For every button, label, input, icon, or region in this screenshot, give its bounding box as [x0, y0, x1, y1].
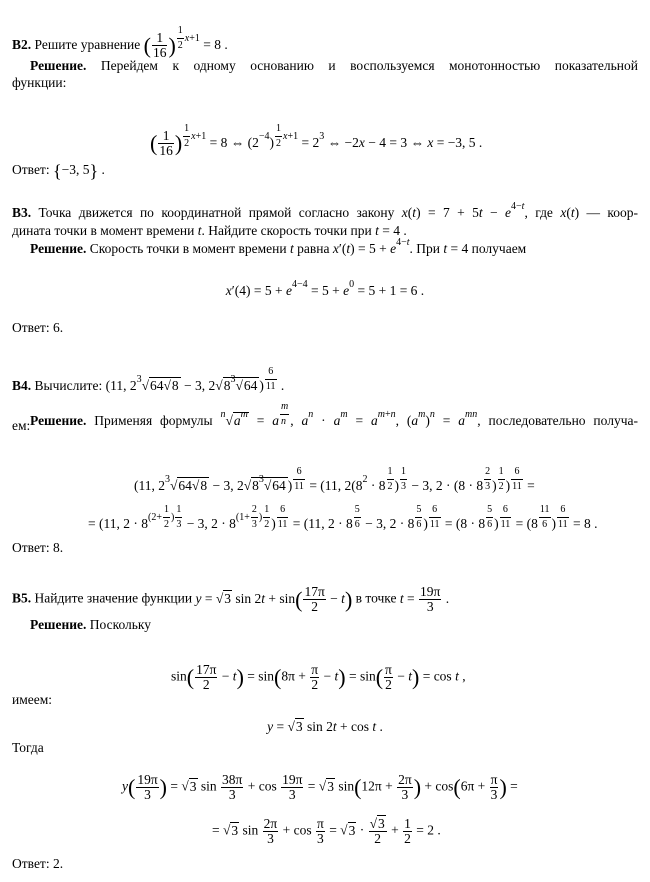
b3-law: $x(t) = 7 + 5t - e^{4-t}$	[401, 201, 525, 220]
b3-task-text: Точка движется по координатной прямой согласно закону	[38, 205, 395, 220]
b5-solution-line	[12, 617, 151, 633]
b5-solution-text: Поскольку	[89, 617, 152, 632]
b5-answer-line	[12, 856, 63, 872]
b4-solution-text-2: последовательно получа-	[488, 412, 638, 428]
b4-chain-line2: = (11, $2 \cdot 8^{(2+ \frac{1}{2} ) \frac{1}{3}}$ − 3, $2 \cdot 8^{(1+ \frac{2}{3} ) \frac{1}{2}}$ ) $^{\frac{6}{11}}$ = (11, 2 · 8 $^{\frac{5}{6}}$ − 3, 2 · 8 $^{\frac{5}{6}}$ ) $^{\frac{6}{11}}$ = (8 · 8 $^{\frac{5}{6}}$ ) $^{\frac{6}{11}}$ = (8 $^{\frac{11}{6}}$ ) $^{\frac{6}{11}}$ = 8 .	[88, 504, 598, 531]
b4-solution-line1	[12, 400, 638, 429]
b2-solution-line2: функции:	[12, 75, 67, 90]
b3-t: t	[197, 223, 202, 238]
b4-label: B4.	[12, 377, 32, 393]
b5-point: t = $\frac{19\pi}{3}$ .	[399, 584, 450, 614]
b3-solution-line: Решение. Скорость точки в момент времени t равна $x'(t) = 5 + e^{4-t}$. При t = 4 получаем	[30, 237, 527, 256]
b2-task-text: Решите уравнение	[34, 36, 141, 52]
b3-solution-text: Скорость точки в момент времени	[89, 241, 287, 256]
b5-task-text: Найдите значение функции	[34, 590, 193, 606]
b3-task-text-5: . Найдите скорость точки при	[201, 223, 372, 238]
b3-derivative: $x'(t) = 5 + e^{4-t}$	[332, 237, 410, 256]
b3-solution-text-3: . При	[409, 241, 440, 256]
b3-task-text-3: — коор-	[586, 205, 638, 220]
b4-task-line	[12, 365, 284, 394]
b5-label: B5.	[12, 590, 32, 606]
b5-function: y = √3 sin 2t + sin( $\frac{17\pi}{2}$ − t)	[195, 584, 353, 614]
b3-xt: x(t)	[560, 205, 580, 220]
b5-identity: sin( $\frac{17\pi}{2}$ − t) = sin(8π + $\frac{\pi}{2}$ − t) = sin( $\frac{\pi}{2}$ − t) = cos t ,	[171, 662, 466, 692]
b5-solution-label: Решение.	[30, 617, 87, 632]
b4-solution-text: Применяя формулы	[94, 412, 213, 428]
b4-answer-value: 8.	[52, 540, 64, 555]
b2-answer-value: {−3, 5} .	[52, 160, 105, 181]
b4-answer-label: Ответ:	[12, 540, 50, 555]
b5-calc-line1: y( $\frac{19\pi}{3}$ ) = √3 sin $\frac{38\pi}{3}$ + cos $\frac{19\pi}{3}$ = √3 sin(12π + $\frac{2\pi}{3}$ ) + cos(6π + $\frac{\pi}{3}$ ) =	[122, 772, 518, 802]
b2-solution-line1	[12, 58, 638, 74]
b5-answer-label: Ответ:	[12, 856, 50, 871]
b2-solution-label: Решение.	[30, 58, 87, 73]
b4-solution-line2: ем:	[12, 418, 31, 433]
b3-result: $x'(4) = 5 + e^{4-4} = 5 + e^0 = 5 + 1 = 6$ .	[225, 279, 425, 298]
b2-equation-chain: ( $\frac{1}{16}$ ) $^{\frac{1}{2} x+1}$ = 8 ⇔ $(2^{-4})$ $^{\frac{1}{2} x+1} = 2^3$ ⇔ −2x − 4 = 3 ⇔ x = −3, 5 .	[150, 123, 483, 159]
b2-solution-text: Перейдем к одному основанию и воспользуемся монотонностью показательной	[100, 58, 638, 73]
b5-then: Тогда	[12, 740, 44, 755]
b5-task-text-2: в точке	[355, 590, 397, 606]
b4-task-text: Вычислите:	[34, 377, 103, 393]
b4-formulas: $^n√a^m = a$ $^{\frac{m}{n}}$ , $a^n \cdot a^m = a^{m+n}$, $(a^m)^n = a^{mn}$,	[220, 401, 481, 428]
b3-task-text-4: дината точки в момент времени	[12, 223, 195, 238]
b3-solution-label: Решение.	[30, 241, 87, 256]
b2-answer-line	[12, 162, 105, 179]
b3-answer-line	[12, 320, 63, 336]
b3-task-line1: B3. Точка движется по координатной прямой согласно закону $x(t) = 7 + 5t - e^{4-t}$, где x(t) — коор-	[12, 201, 638, 220]
b2-answer-label: Ответ:	[12, 162, 50, 177]
b3-answer-value: 6.	[52, 320, 64, 335]
b5-simplified: y = √3 sin 2t + cos t .	[267, 719, 383, 734]
b4-solution-label: Решение.	[30, 412, 87, 428]
b3-solution-text-2: равна	[297, 241, 330, 256]
b5-have: имеем:	[12, 692, 53, 707]
b3-task-line2	[12, 223, 407, 239]
b3-answer-label: Ответ:	[12, 320, 50, 335]
b5-task-line	[12, 585, 449, 614]
b3-t-value: t = 4 .	[375, 223, 407, 238]
b4-chain-line1: (11, $2^3√64√8 - 3$, $2√8^3√64$ ) $^{\frac{6}{11}}$ = (11, $2(8^2 \cdot 8$ $^{\frac{1}{2}}$ ) $^{\frac{1}{3}}$ − 3, 2 · (8 · 8 $^{\frac{2}{3}}$ ) $^{\frac{1}{2}}$ ) $^{\frac{6}{11}}$ =	[134, 466, 535, 493]
b5-answer-value: 2.	[52, 856, 64, 871]
b2-task-equation: ( $\frac{1}{16}$ ) $^{\frac{1}{2} x+1}$ = 8 .	[143, 25, 228, 61]
b3-solution-text-4: получаем	[471, 241, 527, 256]
b4-answer-line	[12, 540, 63, 556]
b4-expression: (11, $2^3√64√8 - 3$, $2√8^3√64$ ) $^{\frac{6}{11}}$ .	[105, 366, 285, 393]
b2-task-line	[12, 24, 228, 60]
b5-calc-line2: = √3 sin $\frac{2\pi}{3}$ + cos $\frac{\pi}{3}$ = √3 · $\frac{√3}{2}$ + $\frac{1}{2}$ = 2 .	[212, 816, 441, 846]
b2-label: B2.	[12, 36, 32, 52]
b3-label: B3.	[12, 205, 32, 220]
